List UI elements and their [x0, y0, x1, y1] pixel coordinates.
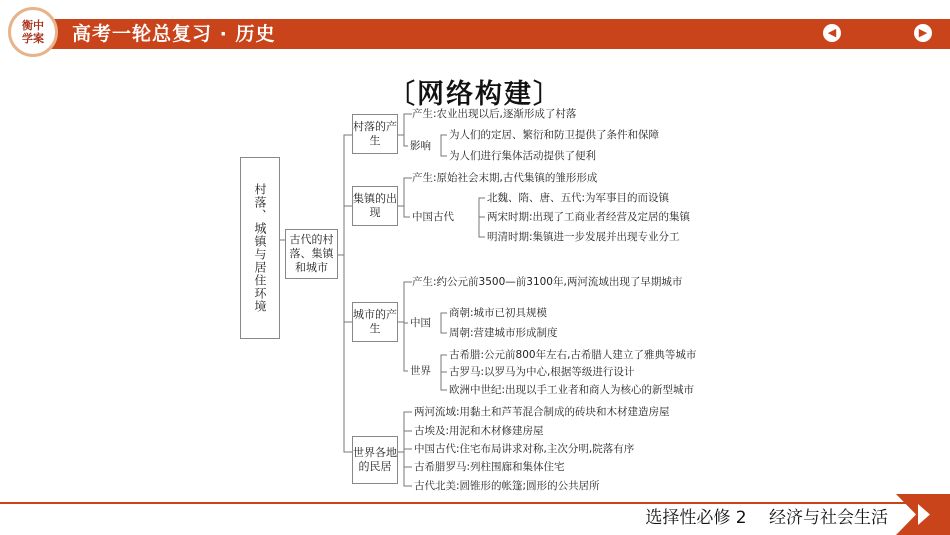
arrow-left-icon[interactable]: ◀: [823, 24, 841, 42]
dwelling-3: 中国古代:住宅布局讲求对称,主次分明,院落有序: [414, 443, 635, 455]
diagram-root: [240, 157, 280, 339]
logo-text: 衡中学案: [22, 19, 44, 45]
dwelling-5: 古代北美:圆锥形的帐篷;圆形的公共居所: [414, 480, 600, 492]
town-china-label: 中国古代: [412, 211, 454, 223]
diagram-hub: [285, 229, 338, 279]
arrow-right-icon[interactable]: ▶: [914, 24, 932, 42]
town-china-3: 明清时期:集镇进一步发展并出现专业分工: [487, 231, 680, 243]
dwelling-2: 古埃及:用泥和木材修建房屋: [414, 425, 544, 437]
village-impact-1: 为人们的定居、繁衍和防卫提供了条件和保障: [449, 129, 659, 141]
town-china-2: 两宋时期:出现了工商业者经营及定居的集镇: [487, 211, 691, 223]
branch-market-town-label: 集镇的出现: [353, 192, 397, 219]
branch-city-label: 城市的产生: [353, 308, 397, 335]
city-china-2: 周朝:营建城市形成制度: [449, 327, 558, 339]
village-impact-label: 影响: [410, 140, 431, 152]
city-china-label: 中国: [410, 317, 431, 329]
branch-market-town: [352, 186, 398, 226]
city-world-1: 古希腊:公元前800年左右,古希腊人建立了雅典等城市: [449, 349, 697, 361]
footer-course-title: 选择性必修 2 经济与社会生活: [645, 508, 888, 528]
town-china-1: 北魏、隋、唐、五代:为军事目的而设镇: [487, 192, 670, 204]
branch-dwellings: [352, 436, 398, 484]
branch-city: [352, 302, 398, 342]
diagram-root-label: 村落、城镇与居住环境: [253, 183, 267, 313]
city-china-1: 商朝:城市已初具规模: [449, 307, 548, 319]
page-title: 高考一轮总复习 · 历史: [72, 23, 276, 45]
section-title: 〔网络构建〕: [388, 79, 562, 110]
city-origin: 产生:约公元前3500—前3100年,两河流域出现了早期城市: [412, 276, 683, 288]
town-origin: 产生:原始社会末期,古代集镇的雏形形成: [412, 172, 598, 184]
city-world-3: 欧洲中世纪:出现以手工业者和商人为核心的新型城市: [449, 384, 695, 396]
dwelling-4: 古希腊罗马:列柱围廊和集体住宅: [414, 461, 565, 473]
village-impact-2: 为人们进行集体活动提供了便利: [449, 150, 596, 162]
branch-village-label: 村落的产生: [353, 120, 397, 147]
city-world-label: 世界: [410, 365, 431, 377]
dwelling-1: 两河流域:用黏土和芦苇混合制成的砖块和木材建造房屋: [414, 406, 670, 418]
diagram-hub-label: 古代的村落、集镇和城市: [289, 233, 334, 274]
branch-dwellings-label: 世界各地的民居: [353, 446, 397, 473]
village-origin: 产生:农业出现以后,逐渐形成了村落: [412, 108, 577, 120]
city-world-2: 古罗马:以罗马为中心,根据等级进行设计: [449, 366, 635, 378]
arrow-right-icon[interactable]: [896, 494, 950, 535]
branch-village: [352, 114, 398, 154]
